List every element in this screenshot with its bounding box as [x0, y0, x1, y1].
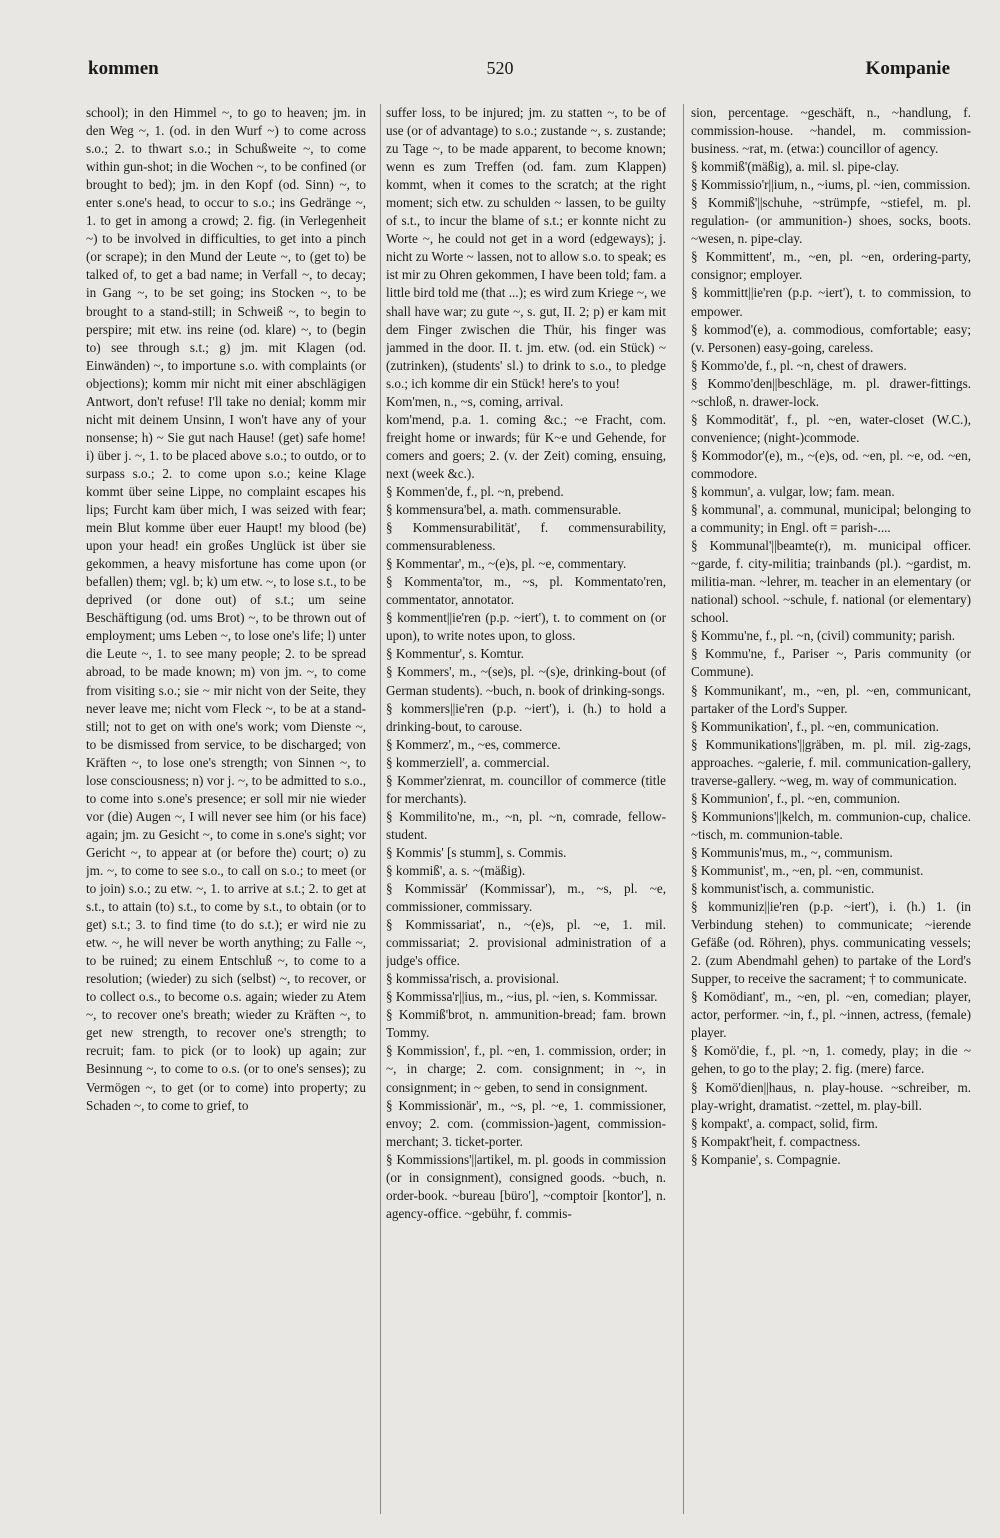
dictionary-entry: § Kommu'ne, f., pl. ~n, (civil) community; parish.	[691, 628, 956, 644]
dictionary-entry: § komment||ie'ren (p.p. ~iert'), t. to comment on (or upon), to write notes upon, to gloss.	[386, 610, 666, 644]
page-number: 520	[486, 58, 514, 78]
dictionary-entry: § Kommunion', f., pl. ~en, communion.	[691, 790, 901, 806]
column-3	[691, 104, 971, 1514]
dictionary-entry: § Kommissio'r||ium, n., ~iums, pl. ~ien, commission.	[691, 177, 971, 193]
dictionary-entry: § Kommerz', m., ~es, commerce.	[386, 736, 561, 752]
dictionary-entry: § Kommilito'ne, m., ~n, pl. ~n, comrade, fellow-student.	[386, 808, 666, 842]
dictionary-entry: § kompakt', a. compact, solid, firm.	[691, 1115, 878, 1131]
dictionary-entry: § Komödiant', m., ~en, pl. ~en, comedian; player, actor, performer. ~in, f., pl. ~innen, actress, (female) player.	[691, 989, 971, 1041]
dictionary-entry: § kommissa'risch, a. provisional.	[386, 971, 560, 987]
dictionary-entry: § Kommentar', m., ~(e)s, pl. ~e, commentary.	[386, 556, 627, 572]
dictionary-entry: § Kommunikant', m., ~en, pl. ~en, communicant, partaker of the Lord's Supper.	[691, 682, 971, 716]
dictionary-entry: § Kommission', f., pl. ~en, 1. commission, order; in ~, in charge; 2. com. consignment; in ~, in consignment; in ~ geben, to send in consignment.	[386, 1043, 666, 1095]
dictionary-entry: § Kommunal'||beamte(r), m. municipal officer. ~garde, f. city-militia; trainbands (pl.). ~gardist, m. militia-man. ~lehrer, m. teacher in an elementary (or national) school. ~schule, f. national (or elementary) school.	[691, 538, 971, 626]
dictionary-entry: § Kommissär' (Kommissar'), m., ~s, pl. ~e, commissioner, commissary.	[386, 881, 666, 915]
dictionary-entry: § Kommunis'mus, m., ~, communism.	[691, 844, 893, 860]
columns	[86, 104, 971, 1514]
dictionary-entry: § Kommodität', f., pl. ~en, water-closet (W.C.), convenience; (night-)commode.	[691, 411, 971, 445]
dictionary-entry: § Kommis' [s stumm], s. Commis.	[386, 844, 567, 860]
dictionary-entry: sion, percentage. ~geschäft, n., ~handlung, f. commission-house. ~handel, m. commission-business. ~rat, m. (etwa:) councillor of agency.	[691, 105, 971, 157]
dictionary-entry: § Kommissions'||artikel, m. pl. goods in commission (or in consignment), consigned goods. ~buch, n. order-book. ~bureau [büro'], ~comptoir [kontor'], n. agency-office. ~gebühr, f. commis-	[386, 1151, 666, 1221]
dictionary-entry: § kommensura'bel, a. math. commensurable.	[386, 502, 622, 518]
dictionary-entry: § Kommensurabilität', f. commensurability, commensurableness.	[386, 520, 666, 554]
dictionary-entry: § Kommunist', m., ~en, pl. ~en, communist.	[691, 862, 924, 878]
dictionary-entry: school); in den Himmel ~, to go to heaven; jm. in den Weg ~, 1. (od. in den Wurf ~) to come across s.o.; 2. to thwart s.o.; in Schußweite ~, to come within gun-shot; in die Wochen ~, to be confined (or brought to bed); jm. in den Kopf (od. Sinn) ~, to enter s.one's head, to occur to s.o.; ins Gedränge ~, 1. to get in among a crowd; 2. fig. (in Verlegenheit ~) to be involved in difficulties, to get into a pinch (or scrape); in den Mund der Leute ~, to (get to) be talked of, to get a bad name; in Verfall ~, to decay; in Gang ~, to be set going; ins Stocken ~, to be brought to a stand-still; in Schweiß ~, to begin to perspire; mit etw. ins reine (od. klare) ~, to (begin to) see through s.t.; g) jm. mit Klagen (od. Einwänden) ~, to importune s.o. with complaints (or objections); komm mir nicht mit einer abschlägigen Antwort, don't refuse! I'll take no denial; komm mir nicht mit deinem Unsinn, I won't have any of your nonsense; h) ~ Sie gut nach Hause! (get) safe home! i) über j. ~, 1. to be placed above s.o.; to outdo, or to surpass s.o.; 2. to come upon s.o.; keine Klage kommt über seine Lippe, no complaint escapes his lips; Furcht kam über mich, I was seized with fear; mein Blut komme über euer Haupt! my blood (be) upon your head! ein großes Unglück ist über sie gekommen, a heavy misfortune has come upon (or befallen) them; vgl. b; k) um etw. ~, to lose s.t., to be deprived (or done out) of s.t.; um seine Beschäftigung (od. ums Brot) ~, to be thrown out of employment; ums Leben ~, to lose one's life; l) unter die Leute ~, 1. to see many people; 2. to be spread abroad, to be made known; m) von jm. ~, to come from visiting s.o.; sie ~ mir nicht von der Seite, they never leave me; nicht vom Fleck ~, to be at a stand-still; not to get on with one's work; vom Dienste ~, to be dismissed from service, to be discharged; von Kräften ~, to lose one's strength; von Sinnen ~, to lose consciousness; n) vor j. ~, to be admitted to s.o., to come into s.one's presence; er soll mir nie wieder vor (die) Augen ~, I will never see him (or his face) again; jm. zu Gesicht ~, to come in s.one's sight; vor Gericht ~, to appear at (or before the) court; o) zu jm. ~, to come to see s.o., to call on s.o.; to meet (or to join) s.o.; zu etw. ~, 1. to arrive at s.t.; 2. to get at s.t., to attain (to) s.t., to come by s.t., to obtain (or to get) s.t.; 3. to find time (to do s.t.); er wird nie zu etw. ~, he will never be worth anything; zu Falle ~, to be ruined; zu einem Entschluß ~, to come to a resolution; (wieder) zu sich (selbst) ~, to recover, or to collect o.s., to become o.s. again; wieder zu Atem ~, to recover one's breath; wieder zu Kräften ~, to get new strength, to recover one's strength; to recruit; fam. to pick (or to look) up again; zur Besinnung ~, to come to o.s. (or to one's senses); zu Vermögen ~, to get (or to come) into property; zu Schaden ~, to come to grief, to	[86, 105, 366, 1113]
dictionary-entry: § Kommunikations'||gräben, m. pl. mil. zig-zags, approaches. ~galerie, f. mil. communication-gallery, traverse-gallery. ~weg, m. way of communication.	[691, 736, 971, 788]
dictionary-entry: § Komö'dien||haus, n. play-house. ~schreiber, m. play-wright, dramatist. ~zettel, m. play-bill.	[691, 1079, 971, 1113]
dictionary-entry: § kommers||ie'ren (p.p. ~iert'), i. (h.) to hold a drinking-bout, to carouse.	[386, 700, 666, 734]
dictionary-entry: § Kommunions'||kelch, m. communion-cup, chalice. ~tisch, m. communion-table.	[691, 808, 971, 842]
dictionary-entry: § kommuniz||ie'ren (p.p. ~iert'), i. (h.) 1. (in Verbindung stehen) to communicate; ~ierende Gefäße (od. Röhren), phys. communicating vessels; 2. (zum Abendmahl gehen) to partake of the Lord's Supper, to receive the sacrament; † to communicate.	[691, 899, 971, 987]
dictionary-entry: § Kommiß'brot, n. ammunition-bread; fam. brown Tommy.	[386, 1007, 666, 1041]
dictionary-entry: § Kommer'zienrat, m. councillor of commerce (title for merchants).	[386, 772, 666, 806]
dictionary-entry: § kommunist'isch, a. communistic.	[691, 881, 875, 897]
dictionary-entry: § Kommiß'||schuhe, ~strümpfe, ~stiefel, m. pl. regulation- (or ammunition-) shoes, socks, boots. ~wesen, n. pipe-clay.	[691, 195, 971, 247]
dictionary-entry: § kommiß', a. s. ~(mäßig).	[386, 862, 526, 878]
dictionary-entry: § Kommo'den||beschläge, m. pl. drawer-fittings. ~schloß, n. drawer-lock.	[691, 375, 971, 409]
dictionary-entry: § kommiß'(mäßig), a. mil. sl. pipe-clay.	[691, 159, 900, 175]
dictionary-entry: kom'mend, p.a. 1. coming &c.; ~e Fracht, com. freight home or inwards; für K~e und Gehende, for comers and goers; 2. (v. der Zeit) coming, ensuing, next (week &c.).	[386, 411, 666, 481]
dictionary-entry: § Kommissionär', m., ~s, pl. ~e, 1. commissioner, envoy; 2. com. (commission-)agent, commission-merchant; 3. ticket-porter.	[386, 1097, 666, 1149]
dictionary-entry: § Kommu'ne, f., Pariser ~, Paris community (or Commune).	[691, 646, 971, 680]
dictionary-entry: § Kommissa'r||ius, m., ~ius, pl. ~ien, s. Kommissar.	[386, 989, 658, 1005]
dictionary-entry: § Kommentur', s. Komtur.	[386, 646, 524, 662]
header-left-headword: kommen	[88, 58, 159, 79]
dictionary-entry: § Kommodor'(e), m., ~(e)s, od. ~en, pl. ~e, od. ~en, commodore.	[691, 447, 971, 481]
dictionary-entry: § Komö'die, f., pl. ~n, 1. comedy, play; in die ~ gehen, to go to the play; 2. fig. (mere) farce.	[691, 1043, 971, 1077]
dictionary-entry: § Kommittent', m., ~en, pl. ~en, ordering-party, consignor; employer.	[691, 249, 971, 283]
dictionary-entry: Kom'men, n., ~s, coming, arrival.	[386, 393, 564, 409]
dictionary-entry: § Kommers', m., ~(se)s, pl. ~(s)e, drinking-bout (of German students). ~buch, n. book of drinking-songs.	[386, 664, 666, 698]
dictionary-entry: § Kommunikation', f., pl. ~en, communication.	[691, 718, 939, 734]
dictionary-entry: § kommod'(e), a. commodious, comfortable; easy; (v. Personen) easy-going, careless.	[691, 321, 971, 355]
dictionary-entry: § kommitt||ie'ren (p.p. ~iert'), t. to commission, to empower.	[691, 285, 971, 319]
dictionary-entry: suffer loss, to be injured; jm. zu statten ~, to be of use (or of advantage) to s.o.; zustande ~, s. zustande; zu Tage ~, to be made apparent, to become known; wenn es zum Treffen (od. fam. zum Klappen) kommt, when it comes to the scratch; at the right moment; sich etw. zu schulden ~ lassen, to be guilty of s.t., to incur the blame of s.t.; er konnte nicht zu Worte ~, he could not get in a word (edgeways); j. nicht zu Worte ~ lassen, not to allow s.o. to speak; es ist mir zu Ohren gekommen, I have been told; fam. a little bird told me (that ...); es wird zum Kriege ~, we shall have war; zu gute ~, s. gut, II. 2; p) er kam mit dem Finger zwischen die Thür, his finger was jammed in the door. II. t. jm. etw. (od. ein Stück) ~ (zutrinken), (students' sl.) to drink to s.o., to pledge s.o.; ich komme dir ein Stück! here's to you!	[386, 105, 666, 391]
header-right-headword: Kompanie	[865, 58, 950, 79]
column-1	[86, 104, 370, 1514]
dictionary-entry: § Kommo'de, f., pl. ~n, chest of drawers.	[691, 357, 907, 373]
dictionary-entry: § Kommenta'tor, m., ~s, pl. Kommentato'ren, commentator, annotator.	[386, 574, 666, 608]
dictionary-entry: § Kompanie', s. Compagnie.	[691, 1151, 841, 1167]
dictionary-entry: § kommerziell', a. commercial.	[386, 754, 550, 770]
dictionary-entry: § Kommen'de, f., pl. ~n, prebend.	[386, 483, 564, 499]
dictionary-entry: § kommun', a. vulgar, low; fam. mean.	[691, 483, 895, 499]
column-2	[386, 104, 666, 1514]
dictionary-entry: § kommunal', a. communal, municipal; belonging to a community; in Engl. oft = parish-....	[691, 502, 971, 536]
dictionary-entry: § Kommissariat', n., ~(e)s, pl. ~e, 1. mil. commissariat; 2. provisional administration of a judge's office.	[386, 917, 666, 969]
dictionary-entry: § Kompakt'heit, f. compactness.	[691, 1133, 861, 1149]
